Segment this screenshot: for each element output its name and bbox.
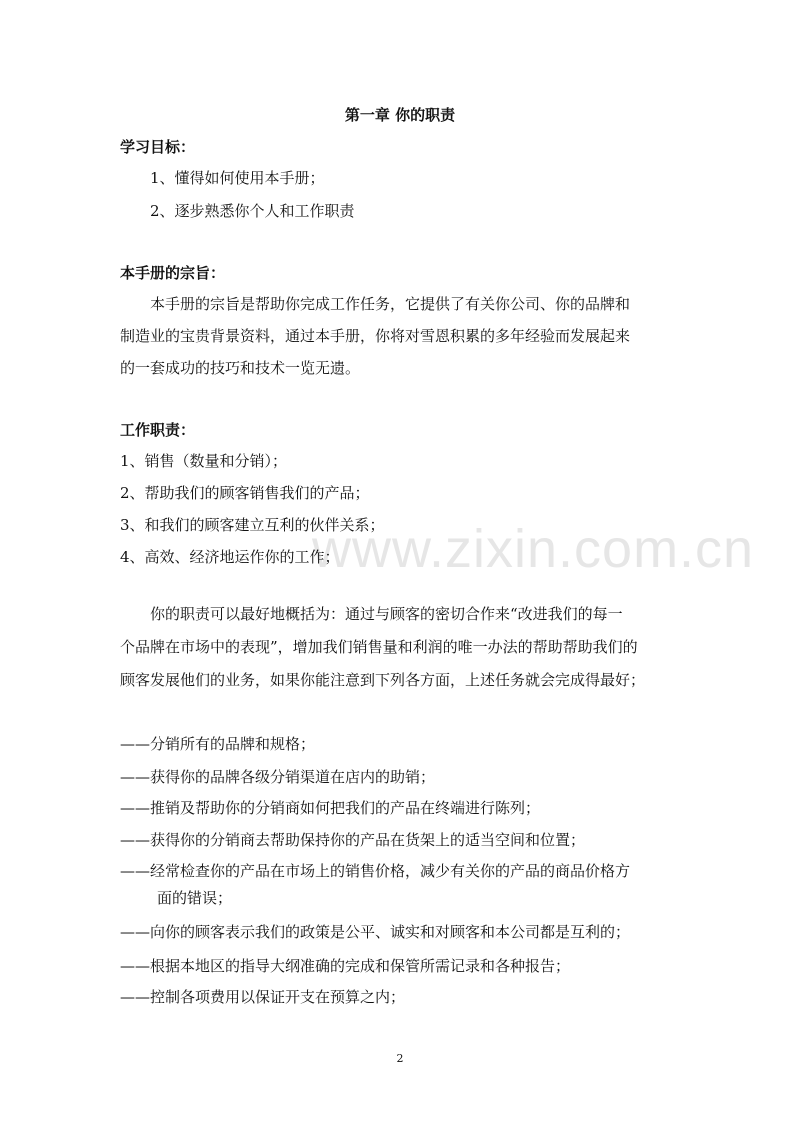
list-item: ——推销及帮助你的分销商如何把我们的产品在终端进行陈列； [120,799,541,817]
goal-item: 1、懂得如何使用本手册； [150,169,325,187]
goal-item: 2、逐步熟悉你个人和工作职责 [150,202,355,220]
duty-item: 2、帮助我们的顾客销售我们的产品； [120,484,370,502]
purpose-heading: 本手册的宗旨： [120,264,226,282]
list-item-continuation: 面的错误； [157,889,233,907]
page-number: 2 [396,1052,404,1065]
goals-heading: 学习目标： [120,138,196,156]
list-item: ——控制各项费用以保证开支在预算之内； [120,988,406,1006]
list-item: ——获得你的品牌各级分销渠道在店内的助销； [120,768,436,786]
list-item: ——根据本地区的指导大纲准确的完成和保管所需记录和各种报告； [120,957,571,975]
purpose-paragraph-line: 本手册的宗旨是帮助你完成工作任务，它提供了有关你公司、你的品牌和 [150,295,631,313]
chapter-title: 第一章 你的职责 [344,106,456,124]
purpose-paragraph-line: 的一套成功的技巧和技术一览无遗。 [120,359,361,377]
list-item: ——获得你的分销商去帮助保持你的产品在货架上的适当空间和位置； [120,831,586,849]
watermark: www.zixin.com.cn [312,519,755,579]
summary-paragraph-line: 你的职责可以最好地概括为：通过与顾客的密切合作来“改进我们的每一 [150,605,623,623]
list-item: ——经常检查你的产品在市场上的销售价格，减少有关你的产品的商品价格方 [120,862,631,880]
list-item: ——分销所有的品牌和规格； [120,735,316,753]
list-item: ——向你的顾客表示我们的政策是公平、诚实和对顾客和本公司都是互利的； [120,923,631,941]
duties-heading: 工作职责： [120,421,196,439]
duty-item: 3、和我们的顾客建立互利的伙伴关系； [120,516,385,534]
duty-item: 4、高效、经济地运作你的工作； [120,548,340,566]
summary-paragraph-line: 顾客发展他们的业务，如果你能注意到下列各方面，上述任务就会完成得最好； [120,671,646,689]
duty-item: 1、销售（数量和分销）； [120,452,288,470]
summary-paragraph-line: 个品牌在市场中的表现”，增加我们销售量和利润的唯一办法的帮助帮助我们的 [120,638,638,656]
purpose-paragraph-line: 制造业的宝贵背景资料，通过本手册，你将对雪恩积累的多年经验而发展起来 [120,327,631,345]
